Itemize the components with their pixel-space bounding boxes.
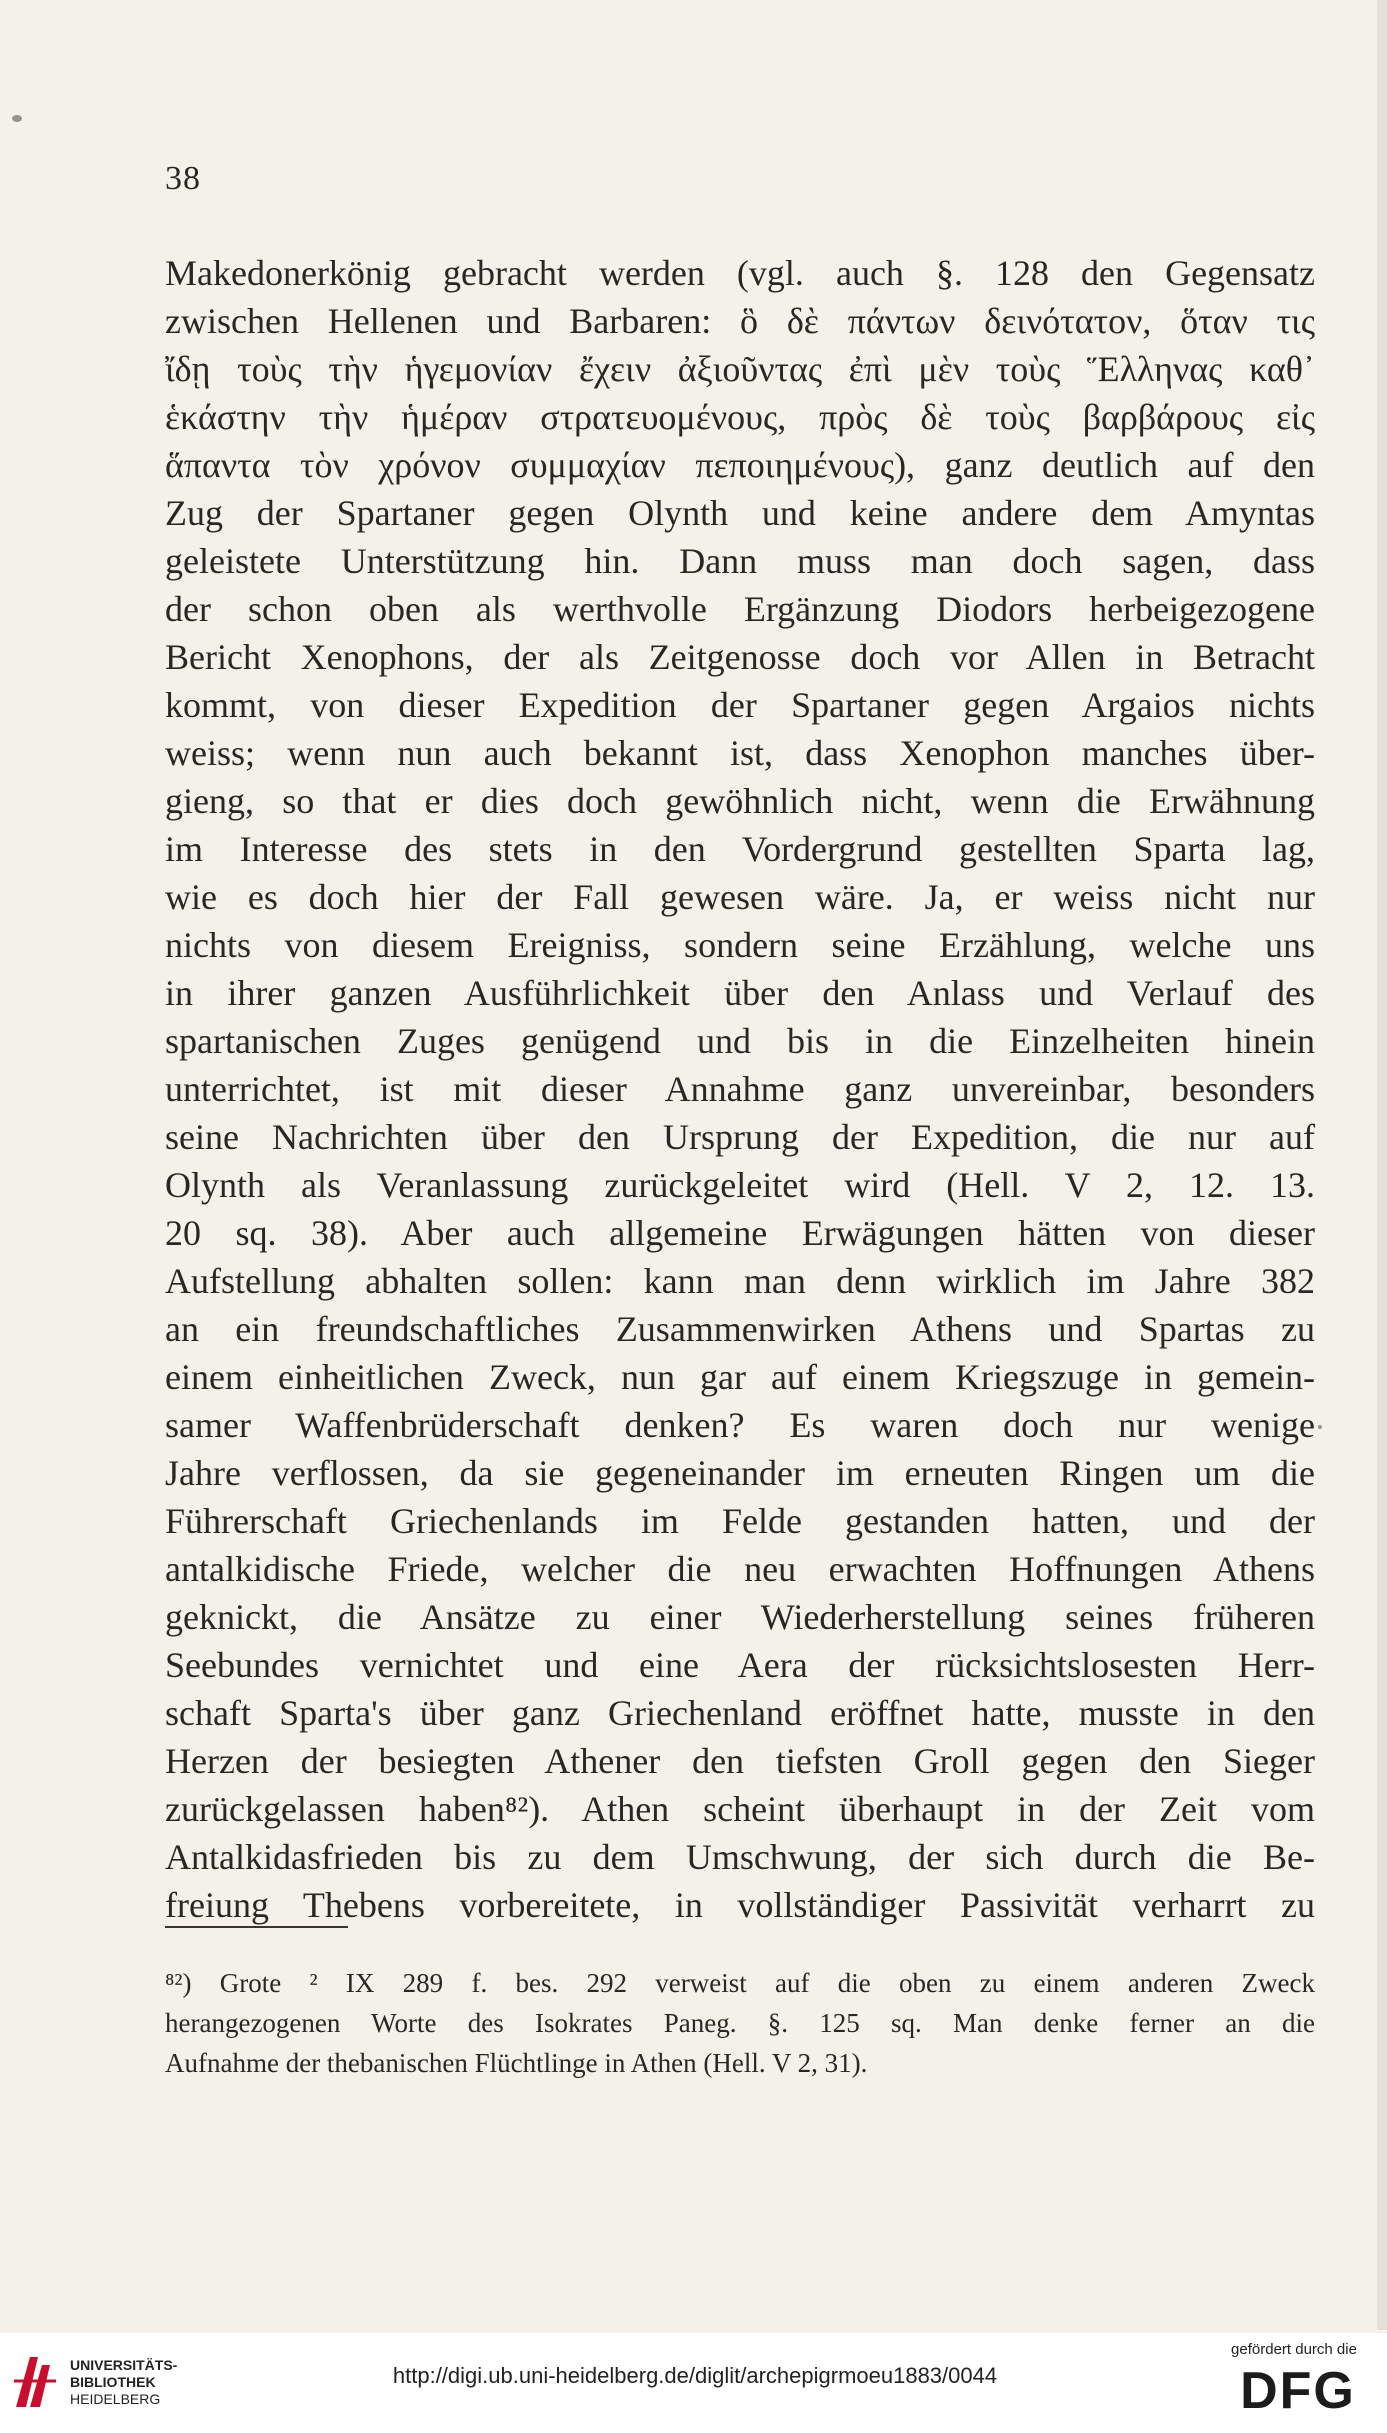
library-logo-line: HEIDELBERG xyxy=(70,2391,161,2407)
text-line: an ein freundschaftliches Zusammenwirken Athens und Spartas zu xyxy=(165,1309,1315,1349)
page-url-link[interactable]: http://digi.ub.uni-heidelberg.de/diglit/archepigrmoeu1883/0044 xyxy=(392,2363,998,2388)
text-line: kommt, von dieser Expedition der Spartaner gegen Argaios nichts xyxy=(165,685,1315,725)
text-line: gieng, so that er dies doch gewöhnlich nicht, wenn die Erwähnung xyxy=(165,781,1315,821)
text-line: weiss; wenn nun auch bekannt ist, dass Xenophon manches über- xyxy=(165,733,1315,773)
text-line: geleistete Unterstützung hin. Dann muss man doch sagen, dass xyxy=(165,541,1315,581)
page-edge xyxy=(1377,0,1387,2330)
text-line: im Interesse des stets in den Vordergrund gestellten Sparta lag, xyxy=(165,829,1315,869)
text-line: samer Waffenbrüderschaft denken? Es waren doch nur wenige xyxy=(165,1405,1315,1445)
funded-by-label: gefördert durch die xyxy=(1231,2341,1357,2358)
text-line: antalkidische Friede, welcher die neu erwachten Hoffnungen Athens xyxy=(165,1549,1315,1589)
text-line: ἑκάστην τὴν ἡμέραν στρατευομένους, πρὸς δὲ τοὺς βαρβάρους εἰς xyxy=(165,397,1315,437)
text-line: in ihrer ganzen Ausführlichkeit über den Anlass und Verlauf des xyxy=(165,973,1315,1013)
library-logo-line: BIBLIOTHEK xyxy=(70,2374,156,2390)
text-line: spartanischen Zuges genügend und bis in die Einzelheiten hinein xyxy=(165,1021,1315,1061)
text-line: Zug der Spartaner gegen Olynth und keine andere dem Amyntas xyxy=(165,493,1315,533)
text-line: der schon oben als werthvolle Ergänzung Diodors herbeigezogene xyxy=(165,589,1315,629)
text-line: Bericht Xenophons, der als Zeitgenosse doch vor Allen in Betracht xyxy=(165,637,1315,677)
page-number: 38 xyxy=(165,160,201,197)
text-line: schaft Sparta's über ganz Griechenland eröffnet hatte, musste in den xyxy=(165,1693,1315,1733)
text-line: wie es doch hier der Fall gewesen wäre. Ja, er weiss nicht nur xyxy=(165,877,1315,917)
text-line: Herzen der besiegten Athener den tiefsten Groll gegen den Sieger xyxy=(165,1741,1315,1781)
footnote-line: herangezogenen Worte des Isokrates Paneg. §. 125 sq. Man denke ferner an die xyxy=(165,2008,1315,2038)
text-line: ἴδῃ τοὺς τὴν ἡγεμονίαν ἔχειν ἀξιοῦντας ἐπὶ μὲν τοὺς Ἕλληνας καθ᾽ xyxy=(165,349,1315,389)
dfg-logo[interactable]: DFG xyxy=(1240,2362,1356,2420)
footnote xyxy=(165,1963,1315,2083)
library-logo[interactable] xyxy=(12,2351,192,2417)
text-line: Olynth als Veranlassung zurückgeleitet wird (Hell. V 2, 12. 13. xyxy=(165,1165,1315,1205)
body-text xyxy=(165,249,1315,1929)
text-line: zwischen Hellenen und Barbaren: ὃ δὲ πάντων δεινότατον, ὅταν τις xyxy=(165,301,1315,341)
footnote-line: Aufnahme der thebanischen Flüchtlinge in Athen (Hell. V 2, 31). xyxy=(165,2048,868,2078)
footnote-line: ⁸²) Grote ² IX 289 f. bes. 292 verweist auf die oben zu einem anderen Zweck xyxy=(165,1968,1315,1998)
speck-mark xyxy=(1318,1425,1322,1429)
footnote-rule xyxy=(165,1926,348,1928)
text-line: geknickt, die Ansätze zu einer Wiederherstellung seines früheren xyxy=(165,1597,1315,1637)
text-line: nichts von diesem Ereigniss, sondern seine Erzählung, welche uns xyxy=(165,925,1315,965)
text-line: Jahre verflossen, da sie gegeneinander im erneuten Ringen um die xyxy=(165,1453,1315,1493)
text-line: Makedonerkönig gebracht werden (vgl. auch §. 128 den Gegensatz xyxy=(165,253,1315,293)
text-line: unterrichtet, ist mit dieser Annahme ganz unvereinbar, besonders xyxy=(165,1069,1315,1109)
text-line: seine Nachrichten über den Ursprung der Expedition, die nur auf xyxy=(165,1117,1315,1157)
text-line: Führerschaft Griechenlands im Felde gestanden hatten, und der xyxy=(165,1501,1315,1541)
text-line: Antalkidasfrieden bis zu dem Umschwung, der sich durch die Be- xyxy=(165,1837,1315,1877)
text-line: einem einheitlichen Zweck, nun gar auf einem Kriegszuge in gemein- xyxy=(165,1357,1315,1397)
library-logo-text xyxy=(70,2357,177,2408)
text-line: ἅπαντα τὸν χρόνον συμμαχίαν πεποιημένους), ganz deutlich auf den xyxy=(165,445,1315,485)
text-line: freiung Thebens vorbereitete, in vollständiger Passivität verharrt zu xyxy=(165,1885,1315,1925)
text-line: zurückgelassen haben⁸²). Athen scheint überhaupt in der Zeit vom xyxy=(165,1789,1315,1829)
text-line: Aufstellung abhalten sollen: kann man denn wirklich im Jahre 382 xyxy=(165,1261,1315,1301)
speck-mark xyxy=(12,115,22,122)
library-logo-line: UNIVERSITÄTS- xyxy=(70,2357,178,2373)
text-line: 20 sq. 38). Aber auch allgemeine Erwägungen hätten von dieser xyxy=(165,1213,1315,1253)
library-emblem-icon xyxy=(12,2351,60,2411)
text-line: Seebundes vernichtet und eine Aera der rücksichtslosesten Herr- xyxy=(165,1645,1315,1685)
footer-bar xyxy=(0,2333,1387,2433)
